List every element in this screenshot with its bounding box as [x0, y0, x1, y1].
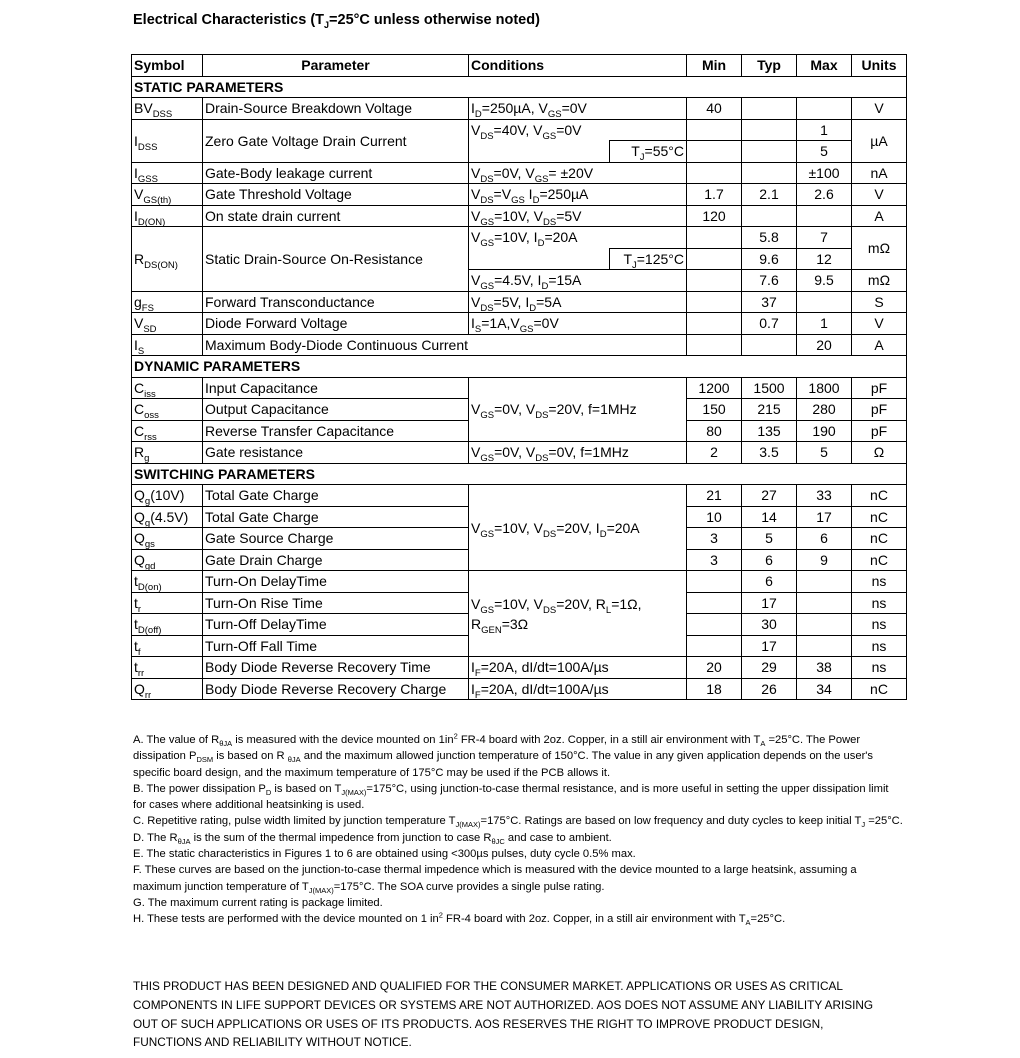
- units-cell: ns: [852, 635, 907, 657]
- parameter-cell: Static Drain-Source On-Resistance: [203, 227, 469, 292]
- min-cell: 10: [687, 506, 742, 528]
- max-cell: 9.5: [797, 270, 852, 292]
- typ-cell: 9.6: [742, 248, 797, 270]
- symbol-cell: $t_r$: [132, 592, 203, 614]
- header-typ: Typ: [742, 55, 797, 77]
- max-cell: 190: [797, 420, 852, 442]
- condition-cell: $V_{DS}=40V$, $V_{GS}=0V$: [469, 119, 687, 141]
- parameter-cell: Maximum Body-Diode Continuous Current: [203, 334, 687, 356]
- condition-spacer: [469, 248, 610, 270]
- typ-cell: 2.1: [742, 184, 797, 206]
- units-cell: pF: [852, 399, 907, 421]
- parameter-cell: Drain-Source Breakdown Voltage: [203, 98, 469, 120]
- min-cell: [687, 334, 742, 356]
- parameter-cell: Turn-Off DelayTime: [203, 614, 469, 636]
- min-cell: 20: [687, 657, 742, 679]
- parameter-cell: Gate Threshold Voltage: [203, 184, 469, 206]
- parameter-cell: Input Capacitance: [203, 377, 469, 399]
- units-cell: nA: [852, 162, 907, 184]
- parameter-cell: Gate-Body leakage current: [203, 162, 469, 184]
- units-cell: nC: [852, 506, 907, 528]
- symbol-cell: $V_{GS(th)}$: [132, 184, 203, 206]
- typ-cell: [742, 162, 797, 184]
- symbol-cell: $BV_{DSS}$: [132, 98, 203, 120]
- section-row-dynamic: [132, 356, 907, 378]
- typ-cell: 5: [742, 528, 797, 550]
- table-row: [132, 571, 907, 593]
- units-cell: S: [852, 291, 907, 313]
- units-cell: V: [852, 184, 907, 206]
- symbol-cell: $I_{D(ON)}$: [132, 205, 203, 227]
- typ-cell: 30: [742, 614, 797, 636]
- condition-cell: $V_{GS}=10V$, $I_D=20A$: [469, 227, 687, 249]
- condition-cell: $I_S=1A,V_{GS}=0V$: [469, 313, 687, 335]
- table-row: [132, 657, 907, 679]
- max-cell: [797, 98, 852, 120]
- parameter-cell: Turn-On Rise Time: [203, 592, 469, 614]
- units-cell: Ω: [852, 442, 907, 464]
- units-cell: mΩ: [852, 270, 907, 292]
- table-row: [132, 485, 907, 507]
- min-cell: 18: [687, 678, 742, 700]
- units-cell: ns: [852, 571, 907, 593]
- section-row-switching: [132, 463, 907, 485]
- symbol-cell: $Q_g(4.5V)$: [132, 506, 203, 528]
- footnote-f: F. These curves are based on the junction-to-case thermal impedence which is measured with the device mounted to a large heatsink, assuming a maximum junction temperature of $T_{J(MAX)}=175^\circ C$. The SOA curve provides a single pulse rating.: [133, 864, 857, 895]
- typ-cell: 6: [742, 571, 797, 593]
- typ-cell: 27: [742, 485, 797, 507]
- disclaimer-line: FUNCTIONS AND RELIABILITY WITHOUT NOTICE.: [133, 1035, 412, 1050]
- symbol-cell: $g_{FS}$: [132, 291, 203, 313]
- symbol-cell: $C_{iss}$: [132, 377, 203, 399]
- units-cell: ns: [852, 592, 907, 614]
- min-cell: [687, 635, 742, 657]
- typ-cell: [742, 119, 797, 141]
- min-cell: [687, 313, 742, 335]
- condition-cell: $I_F=20A$, dI/dt=100A/µs: [469, 678, 687, 700]
- condition-cell: $V_{DS}=0V$, $V_{GS}= \pm 20V$: [469, 162, 687, 184]
- footnote-h: H. These tests are performed with the device mounted on 1 $in^2$ FR-4 board with 2oz. Copper, in a still air environment with $T_A=25^\circ C$.: [133, 910, 786, 928]
- max-cell: 34: [797, 678, 852, 700]
- typ-cell: [742, 334, 797, 356]
- header-conditions: Conditions: [469, 55, 687, 77]
- typ-cell: 6: [742, 549, 797, 571]
- units-cell: V: [852, 313, 907, 335]
- footnotes: [133, 732, 903, 928]
- min-cell: [687, 291, 742, 313]
- typ-cell: [742, 205, 797, 227]
- min-cell: [687, 141, 742, 163]
- typ-cell: 215: [742, 399, 797, 421]
- symbol-cell: $R_g$: [132, 442, 203, 464]
- section-title-dynamic: DYNAMIC PARAMETERS: [132, 356, 907, 378]
- units-cell: mΩ: [852, 227, 907, 270]
- typ-cell: 0.7: [742, 313, 797, 335]
- parameter-cell: Output Capacitance: [203, 399, 469, 421]
- section-row-static: [132, 76, 907, 98]
- symbol-cell: $I_{DSS}$: [132, 119, 203, 162]
- header-min: Min: [687, 55, 742, 77]
- typ-cell: 3.5: [742, 442, 797, 464]
- min-cell: 1200: [687, 377, 742, 399]
- footnote-b: B. The power dissipation $P_D$ is based on $T_{J(MAX)}=175^\circ C$, using junction-to-case thermal resistance, and is more useful in setting the upper dissipation limit for cases where additional heatsinking is used.: [133, 782, 889, 812]
- condition-cell: $V_{GS}=10V$, $V_{DS}=5V$: [469, 205, 687, 227]
- max-cell: 1800: [797, 377, 852, 399]
- typ-cell: 14: [742, 506, 797, 528]
- units-cell: pF: [852, 420, 907, 442]
- table-row: [132, 205, 907, 227]
- min-cell: 40: [687, 98, 742, 120]
- max-cell: ±100: [797, 162, 852, 184]
- footnote-g: G. The maximum current rating is package limited.: [133, 896, 383, 909]
- header-units: Units: [852, 55, 907, 77]
- min-cell: [687, 119, 742, 141]
- max-cell: 1: [797, 313, 852, 335]
- parameter-cell: Gate resistance: [203, 442, 469, 464]
- symbol-cell: $Q_{rr}$: [132, 678, 203, 700]
- parameter-cell: On state drain current: [203, 205, 469, 227]
- max-cell: 1: [797, 119, 852, 141]
- symbol-cell: $t_{D(off)}$: [132, 614, 203, 636]
- typ-cell: 135: [742, 420, 797, 442]
- typ-cell: 37: [742, 291, 797, 313]
- min-cell: 3: [687, 549, 742, 571]
- parameter-cell: Total Gate Charge: [203, 485, 469, 507]
- table-row: [132, 162, 907, 184]
- min-cell: 3: [687, 528, 742, 550]
- typ-cell: [742, 141, 797, 163]
- units-cell: A: [852, 334, 907, 356]
- footnote-d: D. The $R_{\theta JA}$ is the sum of the thermal impedence from junction to case $R_{\theta JC}$ and case to ambient.: [133, 831, 612, 847]
- symbol-cell: $Q_{gs}$: [132, 528, 203, 550]
- symbol-cell: $C_{oss}$: [132, 399, 203, 421]
- electrical-characteristics-table: [131, 54, 907, 700]
- table-row: [132, 377, 907, 399]
- min-cell: 2: [687, 442, 742, 464]
- max-cell: 17: [797, 506, 852, 528]
- max-cell: [797, 635, 852, 657]
- max-cell: 5: [797, 442, 852, 464]
- disclaimer-line: COMPONENTS IN LIFE SUPPORT DEVICES OR SYSTEMS ARE NOT AUTHORIZED. AOS DOES NOT ASSUME ANY LIABILITY ARISING: [133, 997, 874, 1012]
- min-cell: 80: [687, 420, 742, 442]
- table-row: [132, 119, 907, 141]
- units-cell: nC: [852, 549, 907, 571]
- typ-cell: 7.6: [742, 270, 797, 292]
- max-cell: [797, 291, 852, 313]
- symbol-cell: $t_{rr}$: [132, 657, 203, 679]
- parameter-cell: Forward Transconductance: [203, 291, 469, 313]
- max-cell: 12: [797, 248, 852, 270]
- min-cell: 150: [687, 399, 742, 421]
- max-cell: [797, 614, 852, 636]
- min-cell: [687, 227, 742, 249]
- symbol-cell: $Q_g(10V)$: [132, 485, 203, 507]
- max-cell: [797, 205, 852, 227]
- condition-cell: $V_{GS}=10V$, $V_{DS}=20V$, $I_D=20A$: [469, 485, 687, 571]
- condition-cell: $V_{GS}=0V$, $V_{DS}=0V$, f=1MHz: [469, 442, 687, 464]
- units-cell: A: [852, 205, 907, 227]
- parameter-cell: Total Gate Charge: [203, 506, 469, 528]
- header-symbol: Symbol: [132, 55, 203, 77]
- parameter-cell: Turn-Off Fall Time: [203, 635, 469, 657]
- table-row: [132, 184, 907, 206]
- table-row: [132, 98, 907, 120]
- symbol-cell: $Q_{gd}$: [132, 549, 203, 571]
- condition-cell: $T_J=55^\circ C$: [610, 141, 687, 163]
- min-cell: [687, 571, 742, 593]
- min-cell: 1.7: [687, 184, 742, 206]
- max-cell: 20: [797, 334, 852, 356]
- disclaimer-line: OUT OF SUCH APPLICATIONS OR USES OF ITS PRODUCTS. AOS RESERVES THE RIGHT TO IMPROVE PRODUCT DESIGN,: [133, 1016, 824, 1031]
- units-cell: V: [852, 98, 907, 120]
- symbol-cell: $t_f$: [132, 635, 203, 657]
- symbol-cell: $I_{GSS}$: [132, 162, 203, 184]
- min-cell: [687, 248, 742, 270]
- min-cell: [687, 592, 742, 614]
- typ-cell: 17: [742, 635, 797, 657]
- symbol-cell: $V_{SD}$: [132, 313, 203, 335]
- units-cell: ns: [852, 614, 907, 636]
- typ-cell: 5.8: [742, 227, 797, 249]
- typ-cell: 17: [742, 592, 797, 614]
- table-row: [132, 442, 907, 464]
- units-cell: nC: [852, 678, 907, 700]
- typ-cell: 29: [742, 657, 797, 679]
- footnote-c: C. Repetitive rating, pulse width limited by junction temperature $T_{J(MAX)}=175^\circ C$. Ratings are based on low frequency and duty cycles to keep initial $T_J =25^\circ C$.: [133, 815, 903, 830]
- disclaimer: [133, 977, 903, 1052]
- condition-cell: $V_{DS}=5V$, $I_D=5A$: [469, 291, 687, 313]
- max-cell: 280: [797, 399, 852, 421]
- min-cell: [687, 614, 742, 636]
- table-row: [132, 291, 907, 313]
- symbol-cell: $I_S$: [132, 334, 203, 356]
- parameter-cell: Gate Drain Charge: [203, 549, 469, 571]
- max-cell: 9: [797, 549, 852, 571]
- symbol-cell: $R_{DS(ON)}$: [132, 227, 203, 292]
- condition-cell: $V_{GS}=4.5V$, $I_D=15A$: [469, 270, 687, 292]
- condition-cell: $T_J=125^\circ C$: [610, 248, 687, 270]
- max-cell: [797, 592, 852, 614]
- min-cell: [687, 162, 742, 184]
- condition-cell: $V_{DS}=V_{GS}$ $I_D=250\mu A$: [469, 184, 687, 206]
- units-cell: pF: [852, 377, 907, 399]
- condition-spacer: [469, 141, 610, 163]
- disclaimer-line: THIS PRODUCT HAS BEEN DESIGNED AND QUALIFIED FOR THE CONSUMER MARKET. APPLICATIONS OR USES AS CRITICAL: [133, 979, 843, 993]
- parameter-cell: Body Diode Reverse Recovery Time: [203, 657, 469, 679]
- typ-cell: 1500: [742, 377, 797, 399]
- max-cell: 38: [797, 657, 852, 679]
- min-cell: 21: [687, 485, 742, 507]
- header-max: Max: [797, 55, 852, 77]
- symbol-cell: $t_{D(on)}$: [132, 571, 203, 593]
- footnote-e: E. The static characteristics in Figures 1 to 6 are obtained using <300µs pulses, duty cycle 0.5% max.: [133, 848, 636, 861]
- section-title-static: STATIC PARAMETERS: [132, 76, 907, 98]
- table-header-row: [132, 55, 907, 77]
- symbol-cell: $C_{rss}$: [132, 420, 203, 442]
- table-row: [132, 313, 907, 335]
- table-row: [132, 678, 907, 700]
- parameter-cell: Reverse Transfer Capacitance: [203, 420, 469, 442]
- typ-cell: 26: [742, 678, 797, 700]
- condition-cell: $I_D=250\mu A$, $V_{GS}=0V$: [469, 98, 687, 120]
- min-cell: [687, 270, 742, 292]
- max-cell: 7: [797, 227, 852, 249]
- condition-cell: $V_{GS}=0V$, $V_{DS}=20V$, f=1MHz: [469, 377, 687, 442]
- max-cell: 6: [797, 528, 852, 550]
- condition-cell: $I_F=20A$, dI/dt=100A/µs: [469, 657, 687, 679]
- units-cell: nC: [852, 528, 907, 550]
- parameter-cell: Diode Forward Voltage: [203, 313, 469, 335]
- parameter-cell: Gate Source Charge: [203, 528, 469, 550]
- max-cell: 5: [797, 141, 852, 163]
- min-cell: 120: [687, 205, 742, 227]
- table-row: [132, 334, 907, 356]
- parameter-cell: Zero Gate Voltage Drain Current: [203, 119, 469, 162]
- page-title: Electrical Characteristics ($T_J=25^\circ C$ unless otherwise noted): [133, 12, 540, 30]
- max-cell: 33: [797, 485, 852, 507]
- max-cell: 2.6: [797, 184, 852, 206]
- parameter-cell: Body Diode Reverse Recovery Charge: [203, 678, 469, 700]
- header-parameter: Parameter: [203, 55, 469, 77]
- parameter-cell: Turn-On DelayTime: [203, 571, 469, 593]
- units-cell: ns: [852, 657, 907, 679]
- typ-cell: [742, 98, 797, 120]
- units-cell: µA: [852, 119, 907, 162]
- units-cell: nC: [852, 485, 907, 507]
- max-cell: [797, 571, 852, 593]
- section-title-switching: SWITCHING PARAMETERS: [132, 463, 907, 485]
- condition-cell: $V_{GS}=10V$, $V_{DS}=20V$, $R_L=1\Omega$, $R_{GEN}=3\Omega$: [469, 571, 687, 657]
- table-row: [132, 227, 907, 249]
- footnote-a: A. The value of $R_{\theta JA}$ is measured with the device mounted on $1in^2$ FR-4 board with 2oz. Copper, in a still air environment with $T_A =25^\circ C$. The Power dissipation $P_{DSM}$ is based on R $_{\theta JA}$ and the maximum allowed junction temperature of 150°C. The value in any given application depends on the user's specific board design, and the maximum temperature of 175°C may be used if the PCB allows it.: [133, 731, 874, 779]
